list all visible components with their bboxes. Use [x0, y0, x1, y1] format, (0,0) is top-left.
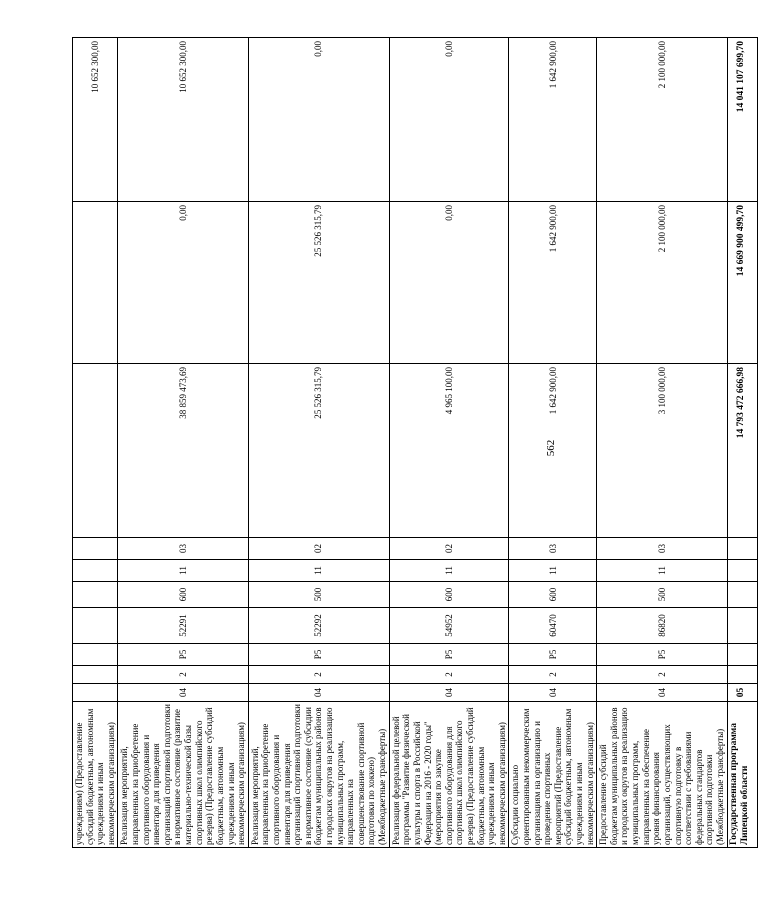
- code-program: 04: [118, 684, 248, 702]
- amount-year-3: 1 642 900,00: [509, 38, 597, 202]
- code-project: Р5: [248, 644, 389, 666]
- code-subsection: 02: [389, 538, 509, 560]
- table-row: [509, 38, 597, 848]
- code-section: 11: [597, 560, 727, 582]
- code-subprogram: [727, 666, 757, 684]
- code-direction: 86820: [597, 608, 727, 644]
- code-program: 04: [597, 684, 727, 702]
- code-project: Р5: [509, 644, 597, 666]
- amount-year-2: 14 669 900 499,70: [727, 202, 757, 364]
- code-subsection: 03: [597, 538, 727, 560]
- amount-year-3: 2 100 000,00: [597, 38, 727, 202]
- code-subsection: 03: [509, 538, 597, 560]
- amount-year-3: 0,00: [389, 38, 509, 202]
- amount-year-2: 25 526 315,79: [248, 202, 389, 364]
- amount-year-2: 0,00: [118, 202, 248, 364]
- row-name: Государственная программа Липецкой области: [727, 702, 757, 848]
- code-project: Р5: [118, 644, 248, 666]
- row-name: Реализация мероприятий, направленных на приобретение спортивного оборудования и инвентаря для приведения организаций спортивной подготовки в нормативное состояние (развитие материально-технической базы спортивных школ олимпийского резерва) (Предоставление субсидий бюджетным, автономным учреждениям и иным некоммерческим организациям): [118, 702, 248, 848]
- amount-year-1: 3 100 000,00: [597, 364, 727, 538]
- code-subsection: 03: [118, 538, 248, 560]
- amount-year-1: [73, 364, 118, 538]
- code-expense-type: 600: [389, 582, 509, 608]
- amount-year-1: 25 526 315,79: [248, 364, 389, 538]
- code-direction: [727, 608, 757, 644]
- code-subprogram: 2: [248, 666, 389, 684]
- table-row: [118, 38, 248, 848]
- amount-year-3: 10 652 300,00: [73, 38, 118, 202]
- code-expense-type: 500: [597, 582, 727, 608]
- code-subprogram: 2: [509, 666, 597, 684]
- amount-year-2: 2 100 000,00: [597, 202, 727, 364]
- page-number: 562: [545, 439, 557, 457]
- amount-year-1: 14 793 472 666,98: [727, 364, 757, 538]
- budget-table: [72, 37, 758, 848]
- total-row: [727, 38, 757, 848]
- code-expense-type: 500: [248, 582, 389, 608]
- table-row: [73, 38, 118, 848]
- code-direction: 60470: [509, 608, 597, 644]
- code-program: [73, 684, 118, 702]
- code-section: [73, 560, 118, 582]
- code-subprogram: [73, 666, 118, 684]
- row-name: учреждениям) (Предоставление субсидий бюджетным, автономным учреждениям и иным некоммерческим организациям): [73, 702, 118, 848]
- amount-year-3: 14 041 107 699,70: [727, 38, 757, 202]
- code-subsection: [727, 538, 757, 560]
- code-expense-type: 600: [509, 582, 597, 608]
- amount-year-2: 1 642 900,00: [509, 202, 597, 364]
- amount-year-1: 4 965 100,00: [389, 364, 509, 538]
- code-program: 04: [248, 684, 389, 702]
- table-row: [389, 38, 509, 848]
- table-row: [597, 38, 727, 848]
- code-expense-type: [727, 582, 757, 608]
- code-direction: 52291: [118, 608, 248, 644]
- row-name: Реализация мероприятий, направленных на приобретение спортивного оборудования и инвентаря для приведения организаций спортивной подготовки в нормативное состояние (субсидии бюджетам муниципальных районов и городских округов на реализацию муниципальных программ, направленных на совершенствование спортивной подготовки по хоккею) (Межбюджетные трансферты): [248, 702, 389, 848]
- code-section: 11: [118, 560, 248, 582]
- code-direction: [73, 608, 118, 644]
- row-name: Реализация федеральной целевой программы "Развитие физической культуры и спорта в Российской Федерации на 2016 - 2020 годы" (мероприятия по закупке спортивного оборудования для спортивных школ олимпийского резерва) (Предоставление субсидий бюджетным, автономным учреждениям и иным некоммерческим организациям): [389, 702, 509, 848]
- code-expense-type: 600: [118, 582, 248, 608]
- code-program: 04: [509, 684, 597, 702]
- code-section: 11: [389, 560, 509, 582]
- code-subsection: [73, 538, 118, 560]
- code-project: [73, 644, 118, 666]
- code-project: Р5: [389, 644, 509, 666]
- amount-year-3: 0,00: [248, 38, 389, 202]
- amount-year-1: 38 859 473,69: [118, 364, 248, 538]
- code-section: 11: [509, 560, 597, 582]
- code-section: 11: [248, 560, 389, 582]
- code-subprogram: 2: [597, 666, 727, 684]
- code-direction: 54952: [389, 608, 509, 644]
- rotated-table-container: [72, 38, 750, 848]
- row-name: Субсидии социально ориентированным некоммерческим организациям на организацию и проведение спортивных мероприятий (Предоставление субсидий бюджетным, автономным учреждениям и иным некоммерческим организациям): [509, 702, 597, 848]
- code-direction: 52292: [248, 608, 389, 644]
- code-expense-type: [73, 582, 118, 608]
- code-project: [727, 644, 757, 666]
- code-subprogram: 2: [118, 666, 248, 684]
- code-subsection: 02: [248, 538, 389, 560]
- amount-year-2: [73, 202, 118, 364]
- table-row: [248, 38, 389, 848]
- code-project: Р5: [597, 644, 727, 666]
- row-name: Предоставление субсидий бюджетам муниципальных районов и городских округов на реализацию муниципальных программ, направленных на обеспечение уровня финансирования организаций, осуществляющих спортивную подготовку в соответствии с требованиями федеральных стандартов спортивной подготовки (Межбюджетные трансферты): [597, 702, 727, 848]
- amount-year-2: 0,00: [389, 202, 509, 364]
- amount-year-1: 1 642 900,00: [509, 364, 597, 538]
- code-subprogram: 2: [389, 666, 509, 684]
- code-section: [727, 560, 757, 582]
- code-program: 04: [389, 684, 509, 702]
- code-program: 05: [727, 684, 757, 702]
- amount-year-3: 10 652 300,00: [118, 38, 248, 202]
